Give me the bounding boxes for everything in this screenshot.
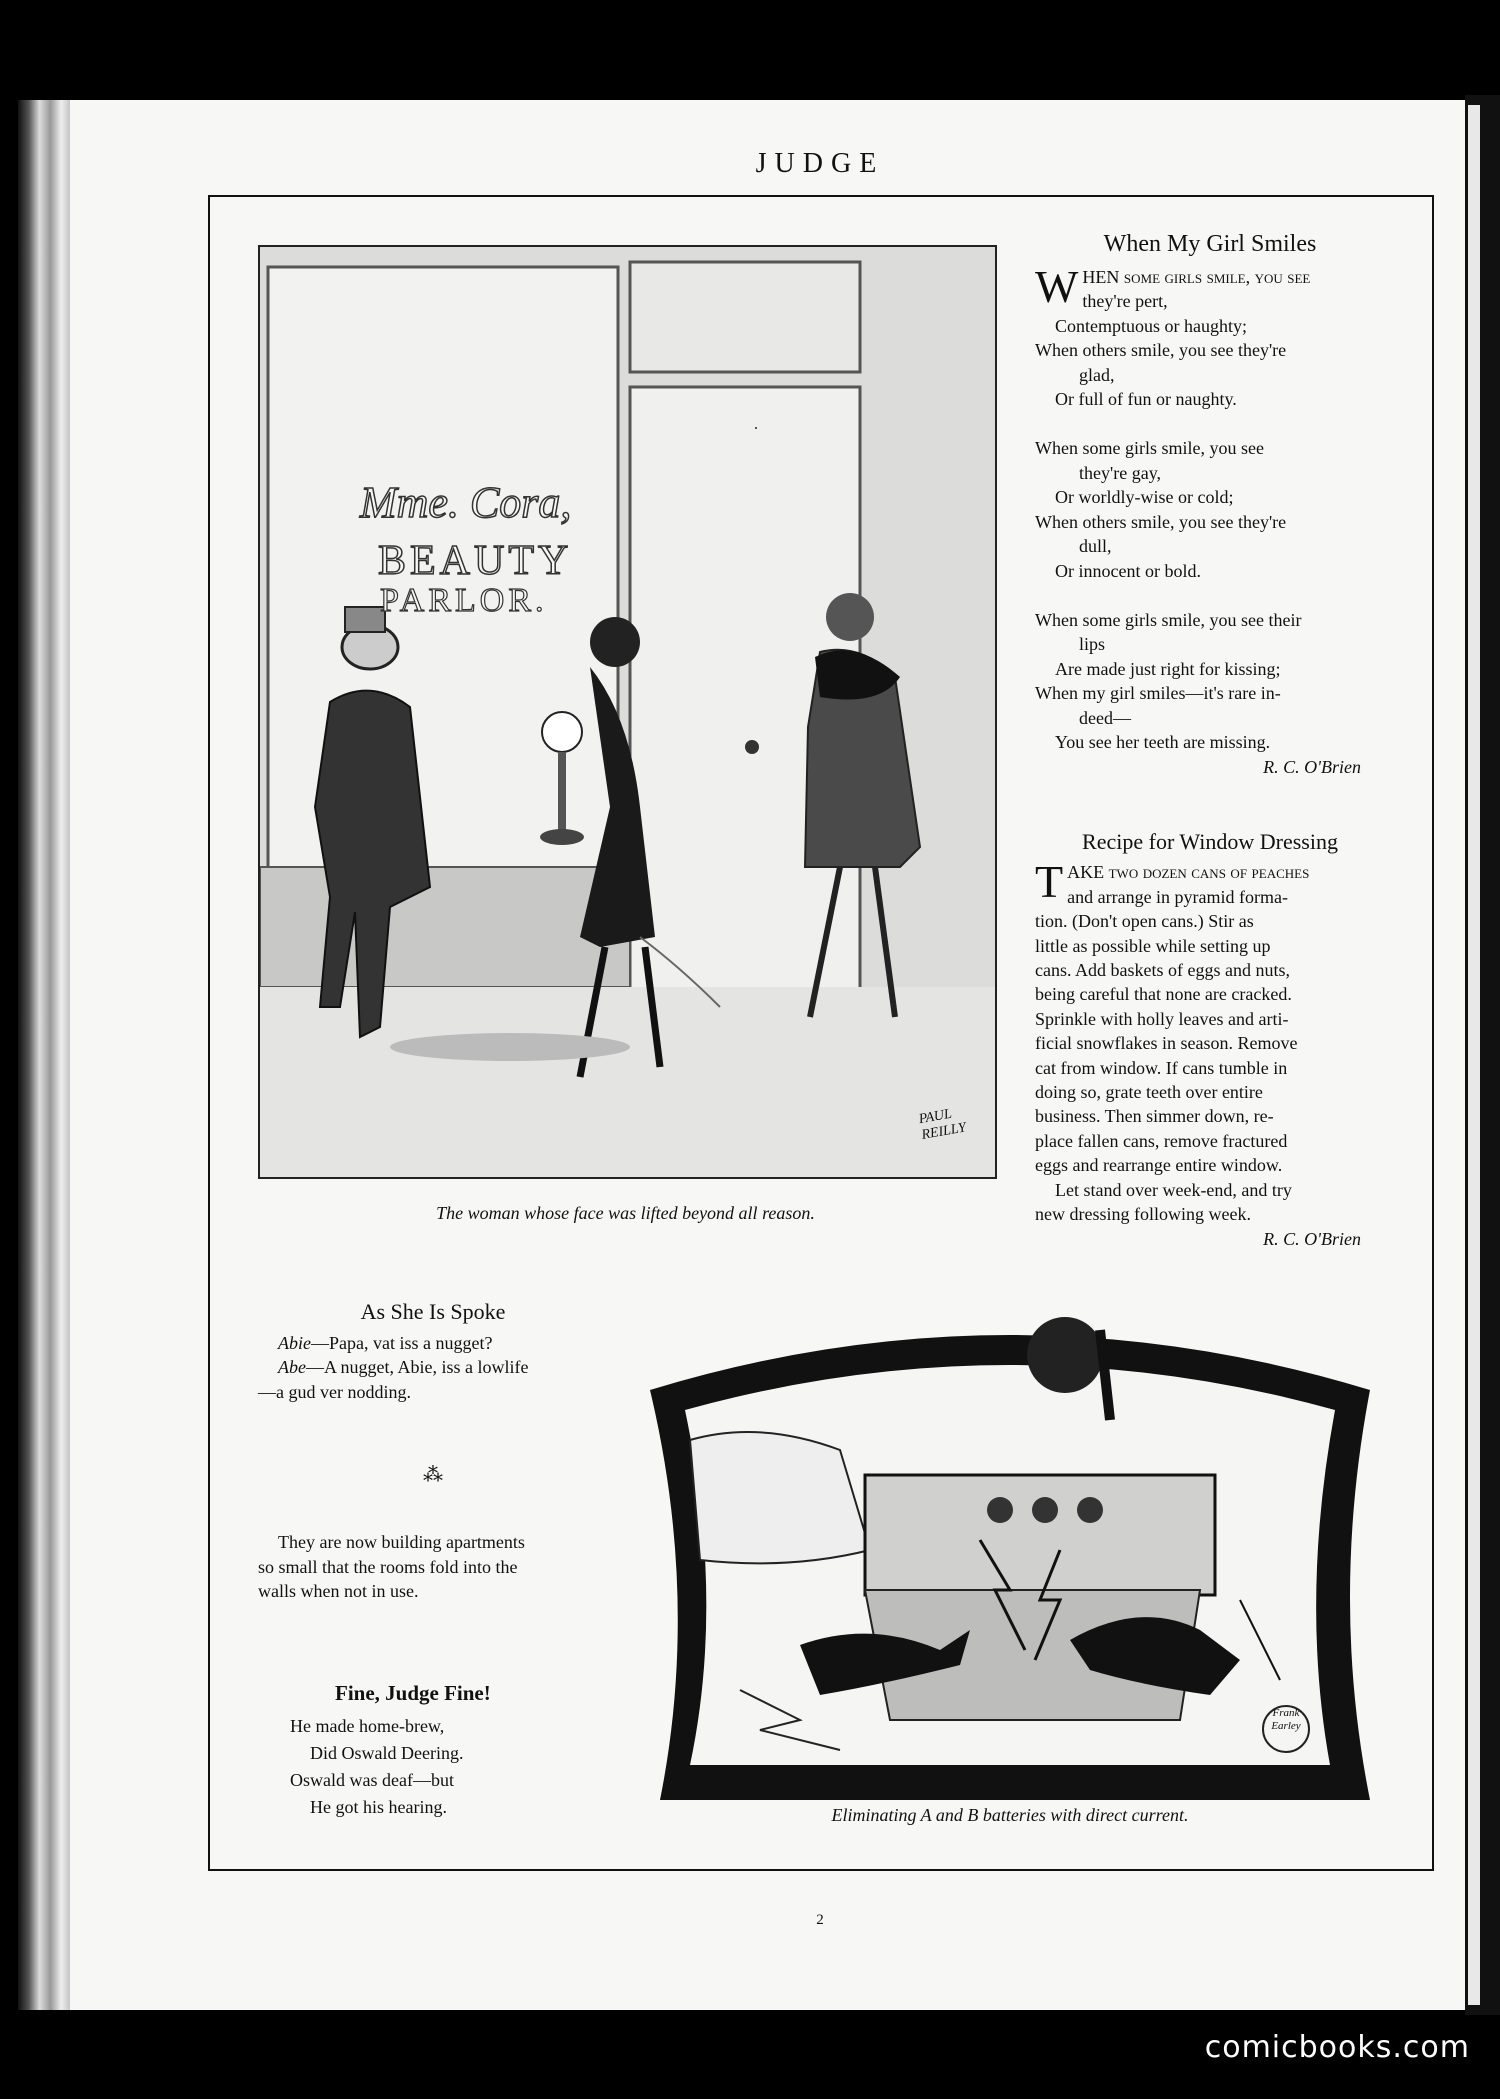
cartoon-bottom-caption: Eliminating A and B batteries with direct current. [831, 1805, 1189, 1825]
poem-line: He got his hearing. [310, 1797, 447, 1817]
recipe-line: cat from window. If cans tumble in [1035, 1057, 1288, 1078]
watermark: comicbooks.com [1204, 2030, 1470, 2065]
poem-line: glad, [1079, 364, 1115, 385]
poem-line: lips [1079, 634, 1106, 654]
sign-line-1: Mme. Cora, [360, 478, 572, 527]
cartoon-top-caption: The woman whose face was lifted beyond all reason. [436, 1203, 815, 1223]
poem-line: When others smile, you see they're [1035, 511, 1287, 532]
recipe-line: Let stand over week-end, and try [1055, 1179, 1292, 1200]
cartoon-radio-cats [640, 1300, 1380, 1800]
recipe-line: Sprinkle with holly leaves and arti- [1035, 1008, 1289, 1029]
recipe-line: tion. (Don't open cans.) Stir as [1035, 911, 1254, 932]
cartoon-illustration [260, 247, 995, 1177]
poem-line: Did Oswald Deering. [310, 1743, 464, 1763]
joke-title: As She Is Spoke [360, 1299, 506, 1324]
poem-line: Oswald was deaf—but [290, 1770, 454, 1790]
facing-page-edge [1465, 95, 1500, 2015]
masthead: JUDGE [755, 148, 885, 179]
poem-line: When some girls smile, you see [1035, 438, 1264, 458]
poem-line: Or worldly-wise or cold; [1055, 487, 1234, 507]
sign-line-3: PARLOR. [380, 582, 548, 619]
recipe-line: AKE two dozen cans of peaches [1067, 862, 1310, 883]
recipe-title: Recipe for Window Dressing [1082, 829, 1338, 854]
joke-as-she-is-spoke [258, 1300, 608, 1404]
joke-apartments [258, 1530, 608, 1604]
poem-line: When my girl smiles—it's rare in- [1035, 683, 1281, 703]
poem-line: they're pert, [1082, 291, 1168, 311]
sign-line-2: BEAUTY [378, 538, 573, 584]
poem-author: R. C. O'Brien [1263, 756, 1361, 777]
poem-line: they're gay, [1079, 462, 1162, 483]
poem-line: HEN some girls smile, you see [1082, 266, 1311, 287]
poem-line: Contemptuous or haughty; [1055, 315, 1247, 336]
section-divider: ⁂ [423, 1464, 443, 1486]
recipe-line: place fallen cans, remove fractured [1035, 1130, 1288, 1151]
poem-line: When others smile, you see they're [1035, 340, 1287, 360]
poem-line: dull, [1079, 536, 1112, 556]
poem-line: When some girls smile, you see their [1035, 609, 1302, 630]
joke-line: —A nugget, Abie, iss a lowlife [305, 1357, 529, 1377]
recipe-line: and arrange in pyramid forma- [1067, 886, 1289, 907]
poem-title: When My Girl Smiles [1103, 231, 1317, 257]
poem-when-my-girl-smiles [1035, 232, 1385, 779]
recipe-window-dressing [1035, 830, 1385, 1251]
poem-line: Are made just right for kissing; [1055, 658, 1281, 679]
joke-line: They are now building apartments [278, 1532, 525, 1552]
recipe-line: little as possible while setting up [1035, 935, 1271, 956]
joke-line: walls when not in use. [258, 1581, 419, 1601]
joke-line: so small that the rooms fold into the [258, 1556, 518, 1577]
poem-line: Or innocent or bold. [1055, 560, 1201, 581]
recipe-line: doing so, grate teeth over entire [1035, 1082, 1263, 1103]
page-number: 2 [816, 1912, 824, 1928]
poem-fine-judge-fine [290, 1680, 590, 1821]
poem-line: deed— [1079, 707, 1131, 728]
recipe-line: being careful that none are cracked. [1035, 984, 1292, 1005]
recipe-line: ficial snowflakes in season. Remove [1035, 1033, 1298, 1054]
recipe-line: new dressing following week. [1035, 1204, 1251, 1225]
book-binding [18, 100, 72, 2010]
speaker-name: Abie [278, 1332, 311, 1353]
recipe-author: R. C. O'Brien [1263, 1228, 1361, 1249]
drop-cap: W [1035, 260, 1079, 312]
cartoon-beauty-parlor [258, 245, 997, 1179]
poem-title: Fine, Judge Fine! [335, 1681, 491, 1705]
drop-cap: T [1035, 856, 1064, 908]
speaker-name: Abe [278, 1357, 306, 1377]
poem-line: He made home-brew, [290, 1716, 445, 1736]
joke-line: —Papa, vat iss a nugget? [311, 1332, 493, 1353]
artist-signature: Frank Earley [1262, 1705, 1310, 1753]
recipe-line: business. Then simmer down, re- [1035, 1106, 1274, 1127]
joke-line: —a gud ver nodding. [258, 1381, 411, 1402]
artist-signature: PAUL REILLY [917, 1106, 968, 1143]
poem-line: You see her teeth are missing. [1055, 732, 1271, 752]
poem-line: Or full of fun or naughty. [1055, 389, 1237, 409]
recipe-line: eggs and rearrange entire window. [1035, 1155, 1283, 1176]
recipe-line: cans. Add baskets of eggs and nuts, [1035, 960, 1290, 981]
